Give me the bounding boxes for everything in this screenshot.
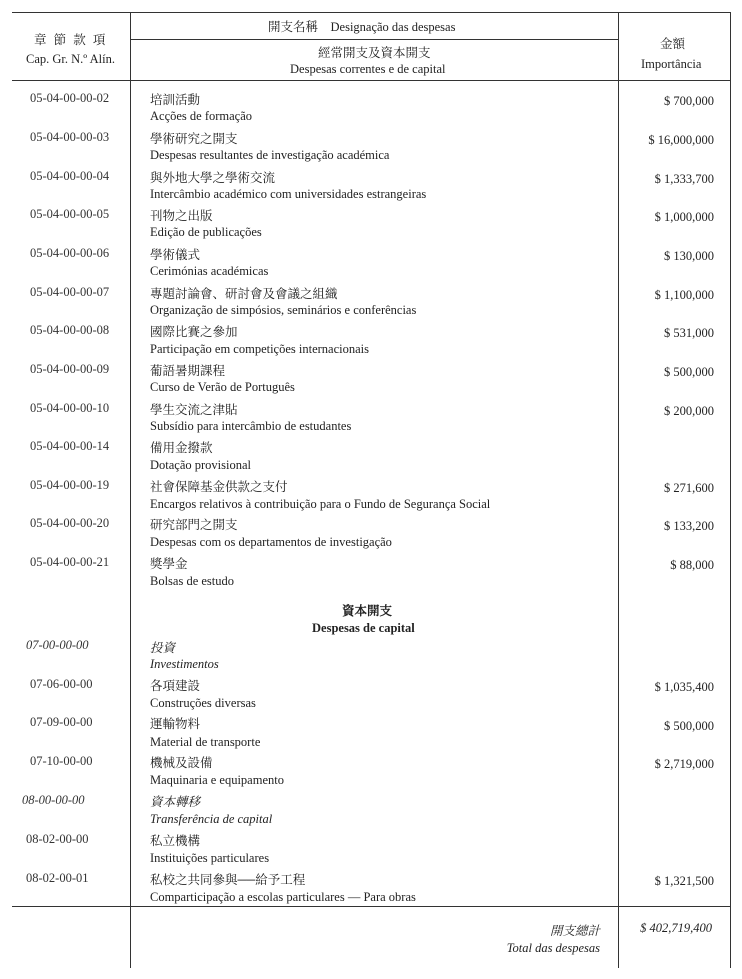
row-zh: 學術儀式 — [150, 248, 201, 262]
row-zh: 備用金撥款 — [150, 441, 213, 455]
capital-code: 07-09-00-00 — [30, 715, 93, 729]
row-zh: 獎學金 — [150, 557, 188, 571]
row-amount: $ 1,000,000 — [654, 210, 714, 224]
row-code: 05-04-00-00-21 — [30, 555, 110, 569]
header-col2-sub-zh: 經常開支及資本開支 — [318, 46, 431, 60]
row-pt: Edição de publicações — [150, 225, 262, 239]
header-col1-pt: Cap. Gr. N.º Alín. — [26, 52, 115, 66]
row-code: 05-04-00-00-08 — [30, 323, 110, 337]
row-code: 05-04-00-00-04 — [30, 169, 110, 183]
capital-zh: 投資 — [150, 641, 176, 655]
row-code: 05-04-00-00-02 — [30, 91, 110, 105]
col-divider-1 — [130, 12, 131, 968]
capital-amount: $ 500,000 — [664, 719, 714, 733]
row-amount: $ 130,000 — [664, 249, 714, 263]
capital-pt: Instituições particulares — [150, 851, 270, 865]
row-amount: $ 88,000 — [670, 558, 714, 572]
row-amount: $ 16,000,000 — [648, 133, 714, 147]
row-code: 05-04-00-00-10 — [30, 401, 110, 415]
header-col2-sub-pt: Despesas correntes e de capital — [290, 62, 446, 76]
capital-zh: 各項建設 — [150, 679, 201, 693]
capital-zh: 私立機構 — [150, 834, 201, 848]
row-pt: Participação em competições internacionais — [150, 342, 370, 356]
row-code: 05-04-00-00-07 — [30, 285, 110, 299]
row-amount: $ 200,000 — [664, 404, 714, 418]
row-code: 05-04-00-00-06 — [30, 246, 110, 260]
row-zh: 研究部門之開支 — [150, 518, 238, 532]
capital-pt: Maquinaria e equipamento — [150, 773, 284, 787]
capital-code: 07-00-00-00 — [26, 638, 89, 652]
capital-zh: 機械及設備 — [150, 756, 213, 770]
capital-pt: Transferência de capital — [150, 812, 273, 826]
capital-code: 07-10-00-00 — [30, 754, 93, 768]
header-col1-zh: 章 節 款 項 — [34, 33, 108, 47]
row-amount: $ 133,200 — [664, 519, 714, 533]
capital-code: 08-02-00-01 — [26, 871, 89, 885]
row-amount: $ 531,000 — [664, 326, 714, 340]
total-label-pt: Total das despesas — [506, 941, 600, 955]
row-zh: 刊物之出版 — [150, 209, 213, 223]
capital-code: 07-06-00-00 — [30, 677, 93, 691]
row-zh: 與外地大學之學術交流 — [150, 171, 276, 185]
row-zh: 國際比賽之參加 — [150, 325, 238, 339]
row-amount: $ 271,600 — [664, 481, 714, 495]
row-pt: Cerimónias académicas — [150, 264, 269, 278]
capital-pt: Investimentos — [150, 657, 219, 671]
total-amount: $ 402,719,400 — [640, 921, 712, 935]
row-zh: 培訓活動 — [150, 93, 201, 107]
row-amount: $ 1,333,700 — [654, 172, 714, 186]
row-code: 05-04-00-00-14 — [30, 439, 110, 453]
capital-heading-zh: 資本開支 — [342, 604, 393, 618]
row-zh: 學生交流之津貼 — [150, 403, 238, 417]
capital-amount: $ 1,035,400 — [654, 680, 714, 694]
total-label-zh: 開支總計 — [549, 924, 600, 938]
right-border — [730, 12, 731, 968]
capital-zh: 資本轉移 — [150, 795, 201, 809]
row-zh: 葡語暑期課程 — [150, 364, 226, 378]
capital-zh: 私校之共同參與──給予工程 — [150, 873, 306, 887]
row-zh: 專題討論會、研討會及會議之組織 — [150, 287, 338, 301]
header-divider — [12, 80, 730, 81]
top-border — [12, 12, 730, 13]
capital-pt: Comparticipação a escolas particulares — Para obras — [150, 890, 416, 904]
capital-code: 08-02-00-00 — [26, 832, 89, 846]
row-amount: $ 500,000 — [664, 365, 714, 379]
header-col3-zh: 金額 — [660, 37, 686, 51]
row-pt: Intercâmbio académico com universidades estrangeiras — [150, 187, 427, 201]
total-divider — [12, 906, 730, 907]
row-pt: Bolsas de estudo — [150, 574, 235, 588]
row-pt: Encargos relativos à contribuição para o Fundo de Segurança Social — [150, 497, 491, 511]
row-amount: $ 1,100,000 — [654, 288, 714, 302]
row-code: 05-04-00-00-20 — [30, 516, 110, 530]
row-code: 05-04-00-00-03 — [30, 130, 110, 144]
row-pt: Acções de formação — [150, 109, 253, 123]
capital-heading-pt: Despesas de capital — [312, 621, 415, 635]
row-pt: Subsídio para intercâmbio de estudantes — [150, 419, 352, 433]
capital-pt: Construções diversas — [150, 696, 256, 710]
row-code: 05-04-00-00-09 — [30, 362, 110, 376]
row-zh: 學術研究之開支 — [150, 132, 238, 146]
capital-amount: $ 2,719,000 — [654, 757, 714, 771]
row-pt: Dotação provisional — [150, 458, 252, 472]
row-pt: Curso de Verão de Português — [150, 380, 295, 394]
capital-amount: $ 1,321,500 — [654, 874, 714, 888]
row-zh: 社會保障基金供款之支付 — [150, 480, 288, 494]
header-subdivider — [130, 39, 618, 40]
capital-pt: Material de transporte — [150, 735, 261, 749]
row-pt: Despesas com os departamentos de investigação — [150, 535, 392, 549]
row-amount: $ 700,000 — [664, 94, 714, 108]
capital-zh: 運輸物料 — [150, 717, 201, 731]
col-divider-2 — [618, 12, 619, 968]
header-col3-pt: Importância — [641, 57, 702, 71]
capital-code: 08-00-00-00 — [22, 793, 85, 807]
header-col2-top: 開支名稱 Designação das despesas — [268, 20, 456, 34]
row-code: 05-04-00-00-19 — [30, 478, 110, 492]
row-code: 05-04-00-00-05 — [30, 207, 110, 221]
row-pt: Organização de simpósios, seminários e conferências — [150, 303, 417, 317]
row-pt: Despesas resultantes de investigação académica — [150, 148, 390, 162]
